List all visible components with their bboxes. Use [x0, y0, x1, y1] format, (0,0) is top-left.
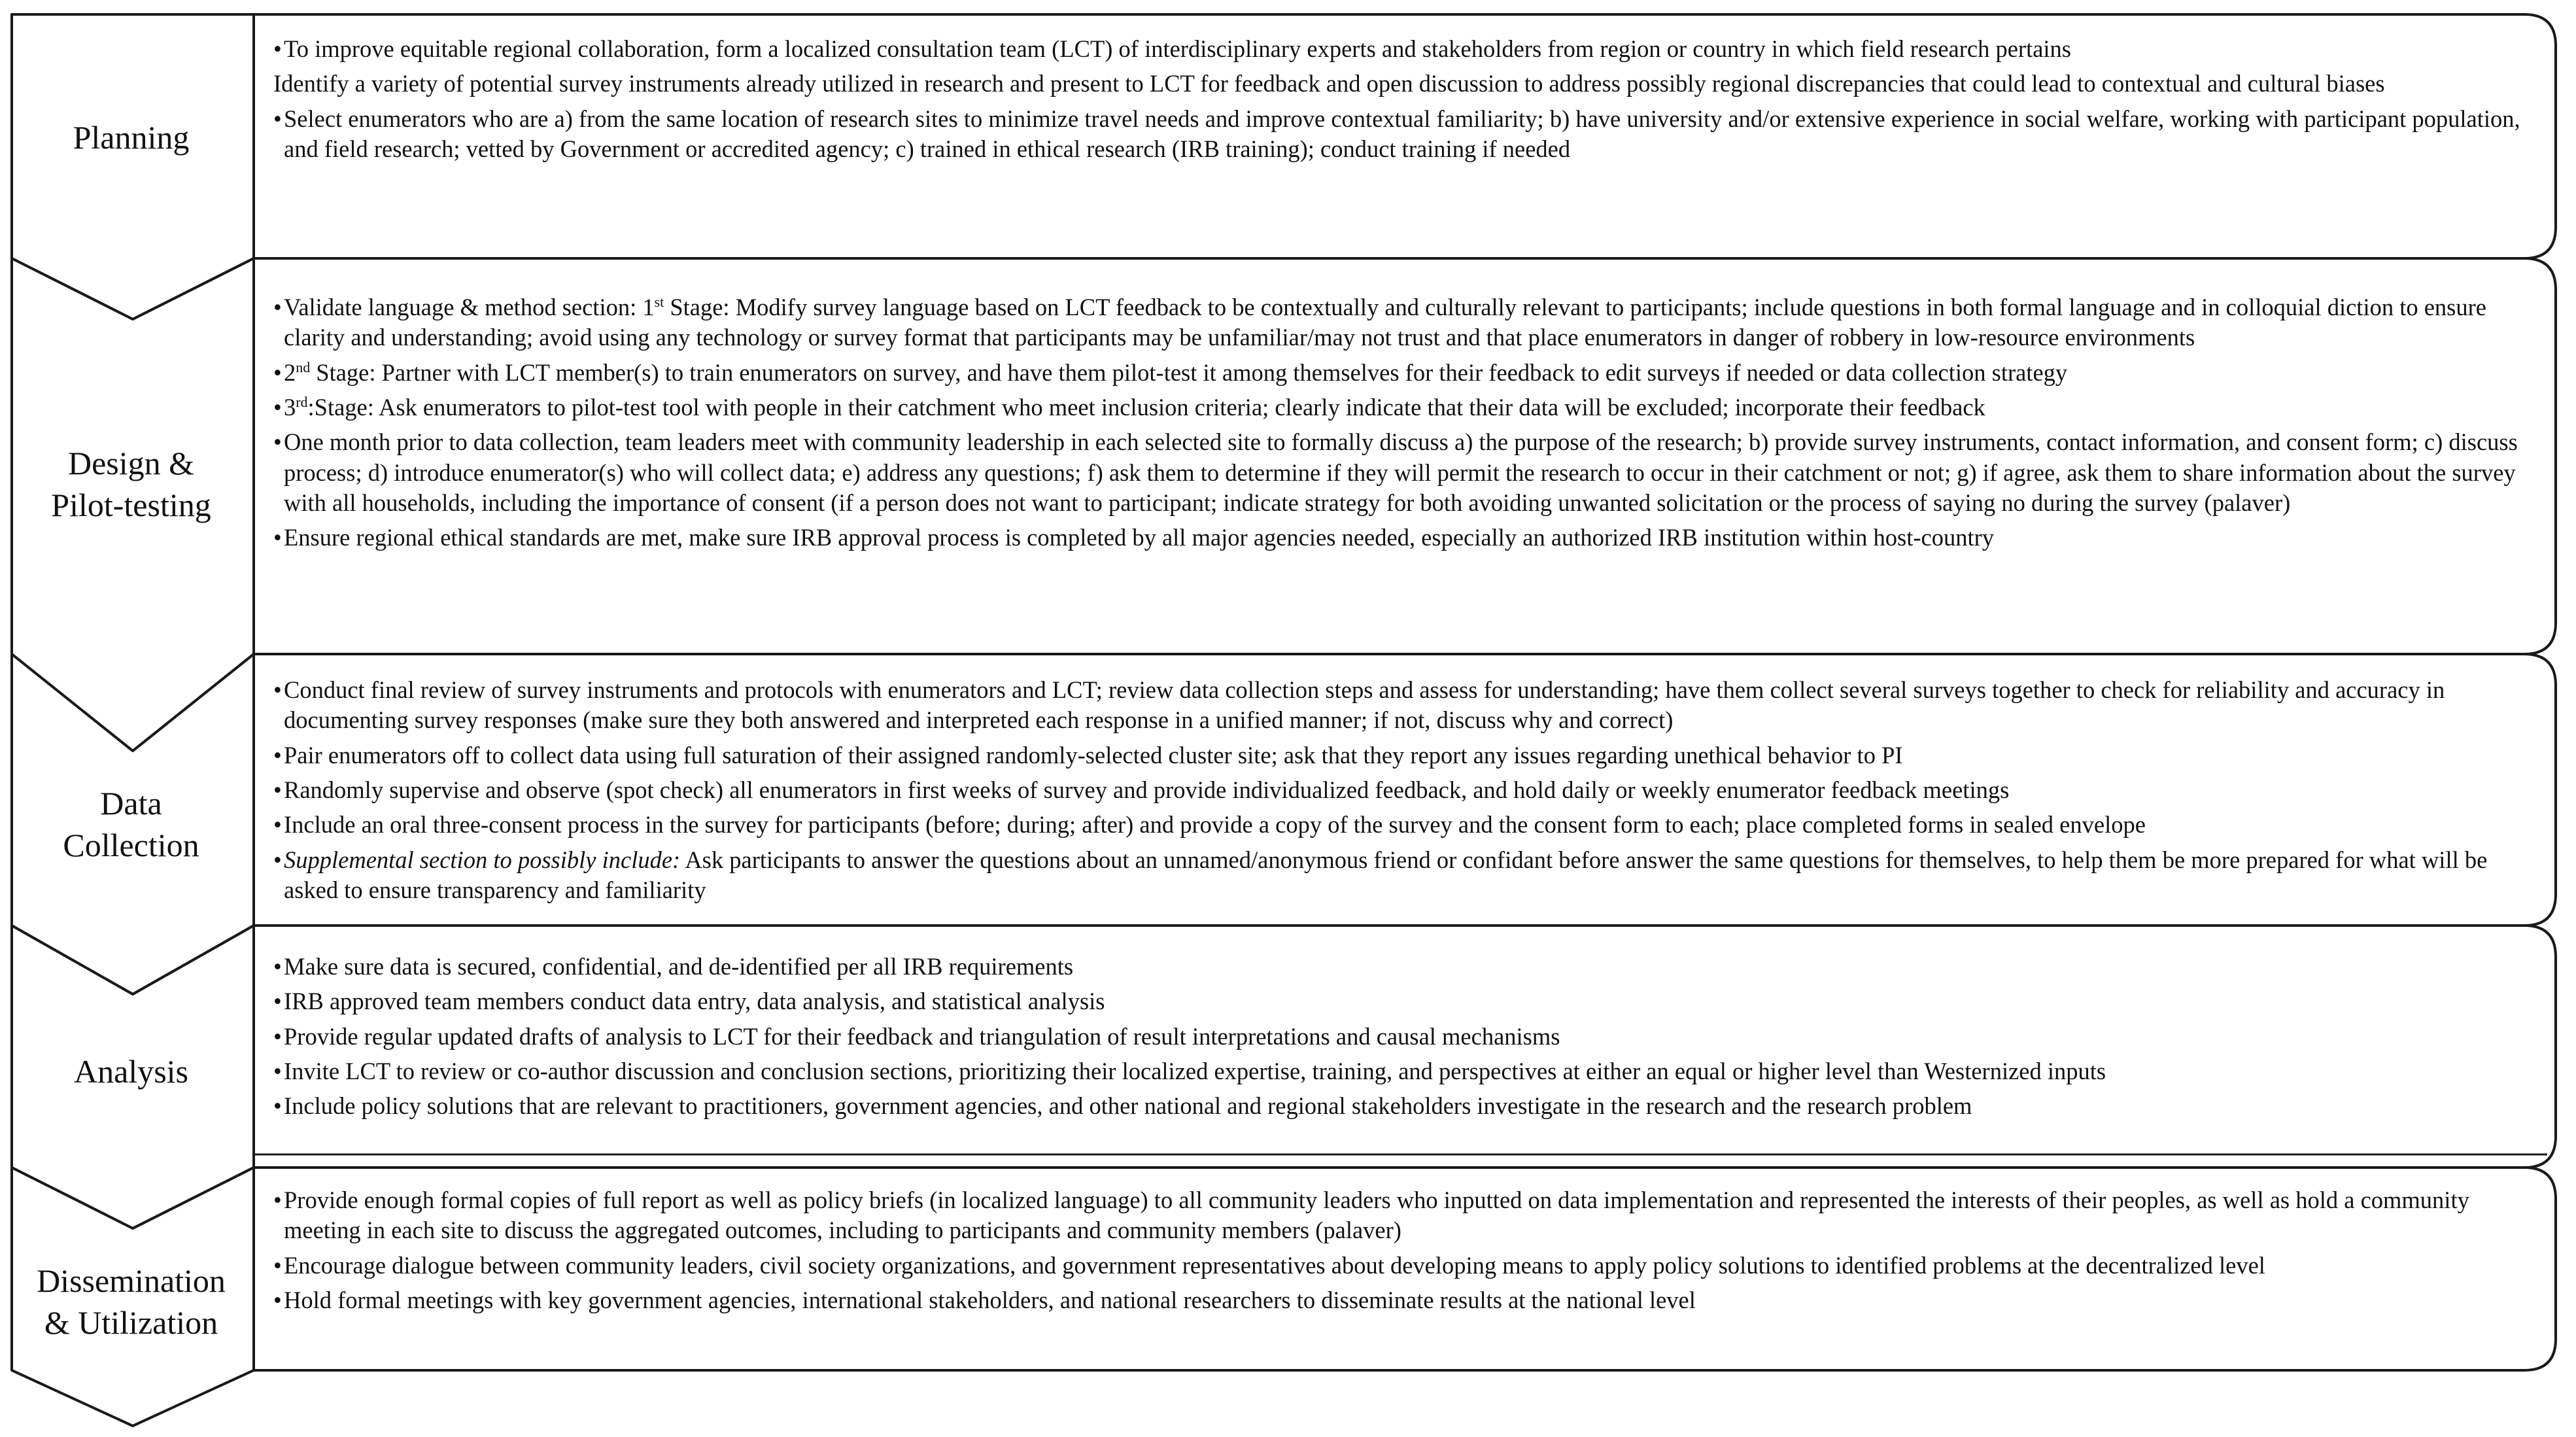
bullet-icon: • — [273, 953, 282, 980]
analysis-item — [273, 1091, 2536, 1121]
item-text: Provide regular updated drafts of analysis to LCT for their feedback and triangulation of result interpretations and causal mechanisms — [284, 1022, 1560, 1050]
dissemination-label — [12, 1243, 250, 1360]
item-text: Identify a variety of potential survey instruments already utilized in research and present to LCT for feedback and open discussion to address possibly regional discrepancies that could lead to contextual and cultural biases — [273, 70, 2385, 97]
data-collection-item — [273, 845, 2536, 906]
bullet-icon: • — [273, 1092, 282, 1120]
analysis-label — [12, 1007, 250, 1135]
bullet-icon: • — [273, 394, 282, 421]
design-pilot-item — [273, 392, 2536, 423]
data-collection-label — [12, 759, 250, 890]
data-collection-item — [273, 740, 2536, 770]
bullet-icon: • — [273, 1287, 282, 1314]
item-ordinal-suffix: nd — [296, 358, 311, 375]
item-emphasis: Supplemental section to possibly include: — [284, 846, 681, 873]
item-text: Encourage dialogue between community leaders, civil society organizations, and government representatives about developing means to apply policy solutions to identified problems at the decentralized level — [284, 1251, 2265, 1279]
bullet-icon: • — [273, 676, 282, 703]
item-ordinal-suffix: rd — [296, 393, 308, 410]
item-text: Conduct final review of survey instruments and protocols with enumerators and LCT; review data collection steps and assess for understanding; have them collect several surveys together to check for reliability and accuracy in documenting survey responses (make sure they both answered and interpreted each response in a unified manner; if not, discuss why and correct) — [284, 676, 2445, 734]
dissemination-item — [273, 1285, 2536, 1315]
bullet-icon: • — [273, 1186, 282, 1213]
analysis-item — [273, 1056, 2536, 1086]
item-text: Pair enumerators off to collect data using full saturation of their assigned randomly-selected cluster site; ask that they report any issues regarding unethical behavior to PI — [284, 741, 1903, 769]
bullet-icon: • — [273, 35, 282, 62]
item-text: Stage: Modify survey language based on LCT feedback to be contextually and culturally relevant to participants; include questions in both formal language and in colloquial diction to ensure clarity and understanding; avoid using any technology or survey format that participants may be unfamiliar/may not trust and that place enumerators in danger of robbery in low-resource environments — [284, 294, 2486, 351]
bullet-icon: • — [273, 1022, 282, 1050]
data-collection-item — [273, 675, 2536, 736]
planning-item — [273, 34, 2536, 64]
bullet-icon: • — [273, 1058, 282, 1085]
data-collection-label-text: Data Collection — [63, 785, 199, 863]
data-collection-item — [273, 810, 2536, 840]
item-prefix: Validate language & method section: 1 — [284, 294, 655, 320]
bullet-icon: • — [273, 524, 282, 551]
design-pilot-content — [254, 278, 2556, 651]
item-text: Include policy solutions that are relevant to practitioners, government agencies, and other national and regional stakeholders investigate in the research and the research problem — [284, 1092, 1972, 1120]
design-pilot-item — [273, 292, 2536, 353]
planning-content — [254, 20, 2556, 255]
analysis-item — [273, 952, 2536, 982]
bullet-icon: • — [273, 428, 282, 456]
dissemination-content — [254, 1171, 2556, 1367]
item-text: Hold formal meetings with key government agencies, international stakeholders, and national researchers to disseminate results at the national level — [284, 1287, 1696, 1314]
item-text: Include an oral three-consent process in the survey for participants (before; during; after) and provide a copy of the survey and the consent form to each; place completed forms in sealed envelope — [284, 811, 2146, 839]
bullet-icon: • — [273, 846, 282, 873]
item-text: Ask participants to answer the questions about an unnamed/anonymous friend or confidant before answer the same questions for themselves, to help them be more prepared for what will be asked to ensure transparency and familiarity — [284, 846, 2488, 904]
item-ordinal-suffix: st — [654, 293, 664, 310]
analysis-item — [273, 986, 2536, 1016]
planning-item — [273, 69, 2536, 99]
design-pilot-item — [273, 358, 2536, 388]
bullet-icon: • — [273, 1251, 282, 1279]
dissemination-label-text: Dissemination & Utilization — [37, 1262, 226, 1341]
bullet-icon: • — [273, 358, 282, 386]
planning-label-text: Planning — [73, 119, 190, 156]
planning-item — [273, 104, 2536, 165]
item-prefix: 2 — [284, 358, 296, 386]
bullet-icon: • — [273, 811, 282, 839]
item-prefix: 3 — [284, 394, 296, 421]
bullet-icon: • — [273, 105, 282, 132]
item-text: Stage: Partner with LCT member(s) to train enumerators on survey, and have them pilot-test it among themselves for their feedback to edit surveys if needed or data collection strategy — [310, 358, 2068, 386]
analysis-label-text: Analysis — [74, 1052, 188, 1090]
item-text: Invite LCT to review or co-author discussion and conclusion sections, prioritizing their localized expertise, training, and perspectives at either an equal or higher level than Westernized inputs — [284, 1058, 2106, 1085]
analysis-content — [254, 937, 2556, 1153]
data-collection-item — [273, 775, 2536, 805]
item-text: One month prior to data collection, team leaders meet with community leadership in each selected site to formally discuss a) the purpose of the research; b) provide survey instruments, contact information, and consent form; c) discuss process; d) introduce enumerator(s) who will collect data; e) address any questions; f) ask them to determine if they will permit the research to occur in their catchment or not; g) if agree, ask them to share information about the survey with all households, including the importance of consent (if a person does not want to participant; indicate strategy for both avoiding unwanted solicitation or the process of saying no during the survey (palaver) — [284, 428, 2518, 517]
design-pilot-item — [273, 427, 2536, 518]
dissemination-item — [273, 1185, 2536, 1246]
planning-label — [12, 46, 250, 229]
bullet-icon: • — [273, 294, 282, 320]
bullet-icon: • — [273, 776, 282, 804]
analysis-item — [273, 1022, 2536, 1052]
data-collection-content — [254, 661, 2556, 922]
item-text: Select enumerators who are a) from the same location of research sites to minimize travel needs and improve contextual familiarity; b) have university and/or extensive experience in social welfare, working with participant population, and field research; vetted by Government or accredited agency; c) trained in ethical research (IRB training); conduct training if needed — [284, 105, 2520, 163]
bullet-icon: • — [273, 741, 282, 769]
item-text: IRB approved team members conduct data entry, data analysis, and statistical analysis — [284, 988, 1105, 1015]
design-pilot-item — [273, 523, 2536, 553]
item-text: Ensure regional ethical standards are met, make sure IRB approval process is completed by all major agencies needed, especially an authorized IRB institution within host-country — [284, 524, 1995, 551]
item-text: Make sure data is secured, confidential, and de-identified per all IRB requirements — [284, 953, 1074, 980]
dissemination-item — [273, 1251, 2536, 1281]
bullet-icon: • — [273, 988, 282, 1015]
item-text: Randomly supervise and observe (spot check) all enumerators in first weeks of survey and provide individualized feedback, and hold daily or weekly enumerator feedback meetings — [284, 776, 2010, 804]
design-pilot-label-text: Design & Pilot-testing — [51, 445, 211, 523]
item-text: Provide enough formal copies of full report as well as policy briefs (in localized language) to all community leaders who inputted on data implementation and represented the interests of their peoples, as well as hold a community meeting in each site to discuss the aggregated outcomes, including to participants and community members (palaver) — [284, 1186, 2469, 1244]
item-text: :Stage: Ask enumerators to pilot-test tool with people in their catchment who meet inclusion criteria; clearly indicate that their data will be excluded; incorporate their feedback — [307, 394, 1985, 421]
item-text: To improve equitable regional collaboration, form a localized consultation team (LCT) of interdisciplinary experts and stakeholders from region or country in which field research pertains — [284, 35, 2072, 62]
design-pilot-label — [12, 366, 250, 602]
